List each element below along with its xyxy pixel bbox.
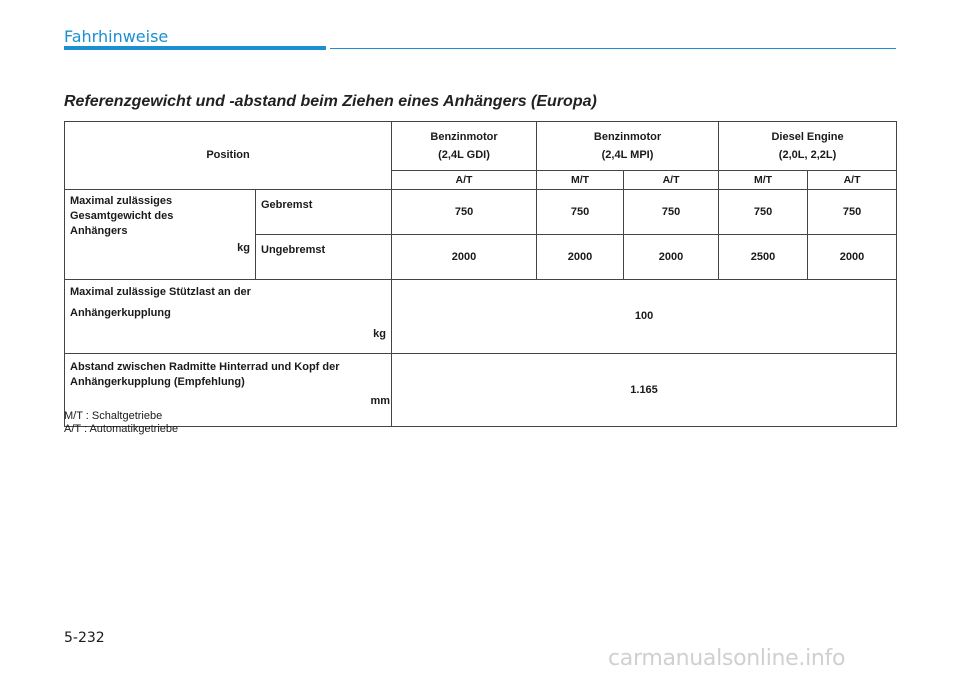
engine-name: Benzinmotor: [593, 130, 662, 143]
max-weight-unit: kg: [237, 242, 250, 254]
transmission-header-1: A/T: [392, 171, 537, 190]
braked-value: 750: [808, 190, 897, 235]
page-title: Referenzgewicht und -abstand beim Ziehen eines Anhängers (Europa): [64, 93, 597, 110]
transmission-header-4: M/T: [719, 171, 808, 190]
distance-unit: mm: [370, 395, 391, 407]
engine-header-2: [537, 122, 719, 171]
tongue-load-value: 100: [392, 280, 897, 354]
unbraked-value: 2500: [719, 235, 808, 280]
braked-label: Gebremst: [256, 190, 392, 235]
engine-name: Diesel Engine: [771, 130, 844, 143]
unbraked-value: 2000: [808, 235, 897, 280]
transmission-header-5: A/T: [808, 171, 897, 190]
braked-value: 750: [392, 190, 537, 235]
engine-spec: (2,4L GDI): [438, 148, 490, 161]
footnotes: [64, 410, 178, 436]
engine-name: Benzinmotor: [430, 130, 498, 143]
tongue-load-label-line1: Maximal zulässige Stützlast an der: [70, 286, 251, 298]
max-weight-label: Maximal zulässiges Gesamtgewicht des Anhängers: [70, 195, 174, 237]
unbraked-value: 2000: [392, 235, 537, 280]
section-header: Fahrhinweise: [64, 27, 169, 46]
header-rule-thick: [64, 46, 326, 50]
page-number: 5-232: [64, 630, 105, 646]
transmission-header-3: A/T: [624, 171, 719, 190]
engine-spec: (2,4L MPI): [601, 148, 654, 161]
engine-spec: (2,0L, 2,2L): [778, 148, 837, 161]
unbraked-label: Ungebremst: [256, 235, 392, 280]
engine-header-3: [719, 122, 897, 171]
engine-header-1: [392, 122, 537, 171]
braked-value: 750: [537, 190, 624, 235]
position-header-cell: [65, 122, 392, 190]
position-header: Position: [206, 149, 250, 161]
header-rule-thin: [330, 48, 896, 49]
max-weight-label-cell: [65, 190, 256, 280]
braked-value: 750: [624, 190, 719, 235]
tongue-load-label-cell: [65, 280, 392, 354]
unbraked-value: 2000: [624, 235, 719, 280]
footnote-mt: M/T : Schaltgetriebe: [64, 410, 163, 422]
footnote-at: A/T : Automatikgetriebe: [64, 423, 179, 435]
trailer-spec-table: [64, 121, 897, 427]
unbraked-value: 2000: [537, 235, 624, 280]
distance-label: Abstand zwischen Radmitte Hinterrad und Kopf der Anhängerkupplung (Empfehlung): [70, 361, 340, 388]
braked-value: 750: [719, 190, 808, 235]
transmission-header-2: M/T: [537, 171, 624, 190]
tongue-load-unit: kg: [373, 328, 387, 340]
watermark-text: carmanualsonline.info: [608, 646, 846, 671]
tongue-load-label-line2: Anhängerkupplung: [70, 307, 171, 319]
distance-value: 1.165: [392, 354, 897, 427]
